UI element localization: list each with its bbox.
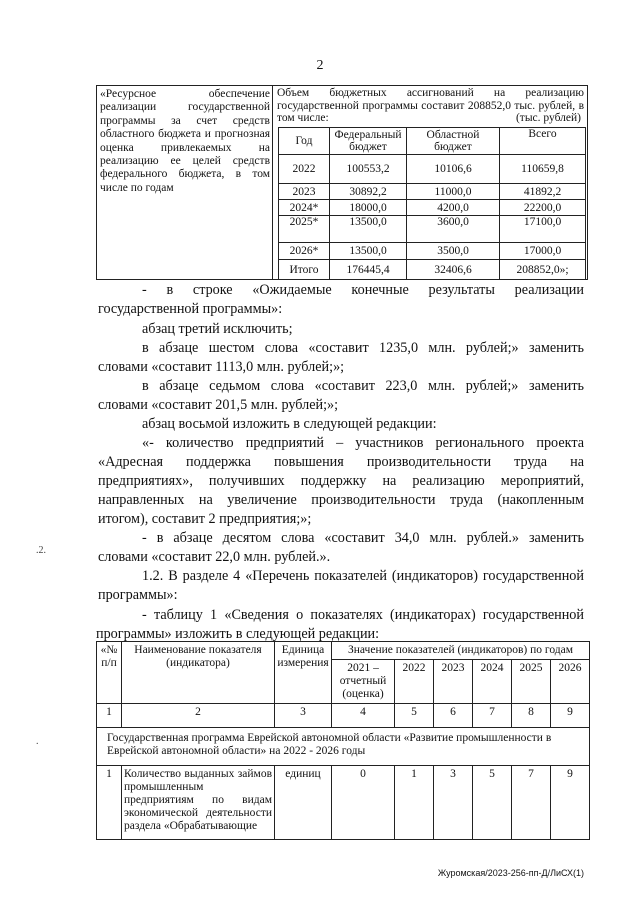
ind-colnum: 5 xyxy=(395,704,434,728)
paragraph: абзац третий исключить; xyxy=(142,321,293,337)
budget-cell: 2025* xyxy=(279,216,330,243)
budget-total-row xyxy=(279,260,586,280)
ind-colnum: 7 xyxy=(472,704,511,728)
budget-cell: 10106,6 xyxy=(407,155,500,184)
ind-h-values: Значение показателей (индикаторов) по годам xyxy=(332,642,590,660)
ind-year: 2023 xyxy=(433,660,472,704)
paragraph: в абзаце шестом слова «составит 1235,0 млн. рублей;» заменить xyxy=(142,340,584,356)
ind-colnum: 3 xyxy=(275,704,332,728)
ind-h-name: Наименование показателя (индикатора) xyxy=(122,642,275,704)
margin-mark: . xyxy=(36,736,39,747)
budget-cell: 17000,0 xyxy=(500,243,586,260)
budget-cell: 3600,0 xyxy=(407,216,500,243)
budget-cell: 30892,2 xyxy=(330,184,407,200)
paragraph: в абзаце седьмом слова «составит 223,0 млн. рублей;» заменить xyxy=(142,378,584,394)
budget-cell: 22200,0 xyxy=(500,200,586,216)
budget-cell: 11000,0 xyxy=(407,184,500,200)
ind-program-row xyxy=(97,728,590,766)
budget-cell: 4200,0 xyxy=(407,200,500,216)
indicators-grid xyxy=(96,641,590,840)
paragraph: государственной программы»: xyxy=(98,301,283,317)
resource-content xyxy=(274,86,587,279)
budget-cell: Итого xyxy=(279,260,330,280)
budget-cell: 17100,0 xyxy=(500,216,586,243)
margin-mark: .2. xyxy=(36,545,46,556)
budget-cell: 2022 xyxy=(279,155,330,184)
ind-year: 2024 xyxy=(472,660,511,704)
ind-row-value: 5 xyxy=(472,766,511,840)
ind-data-row xyxy=(97,766,590,840)
page-number: 2 xyxy=(316,58,324,73)
budget-cell: 208852,0»; xyxy=(500,260,586,280)
budget-cell: 100553,2 xyxy=(330,155,407,184)
paragraph: направленных на увеличение производительности труда (накопленным xyxy=(98,492,584,508)
resource-unit: (тыс. рублей) xyxy=(515,112,581,124)
budget-cell: 32406,6 xyxy=(407,260,500,280)
budget-col-total: Всего xyxy=(500,128,586,155)
paragraph: абзац восьмой изложить в следующей редакции: xyxy=(142,416,437,432)
budget-col-federal: Федеральный бюджет xyxy=(330,128,407,155)
budget-cell: 18000,0 xyxy=(330,200,407,216)
paragraph: словами «составит 1113,0 млн. рублей;»; xyxy=(98,359,345,375)
ind-row-value: 1 xyxy=(395,766,434,840)
paragraph: - в абзаце десятом слова «составит 34,0 млн. рублей.» заменить xyxy=(142,530,584,546)
ind-h-unit: Единица измерения xyxy=(275,642,332,704)
ind-row-value: 7 xyxy=(511,766,550,840)
paragraph: программы»: xyxy=(98,587,178,603)
budget-cell: 110659,8 xyxy=(500,155,586,184)
ind-row-num: 1 xyxy=(97,766,122,840)
ind-colnum-row xyxy=(97,704,590,728)
ind-row-value: 0 xyxy=(332,766,395,840)
ind-row-value: 3 xyxy=(433,766,472,840)
budget-cell: 3500,0 xyxy=(407,243,500,260)
budget-row xyxy=(279,184,586,200)
footer-code: Журомская/2023-256-пп-Д/ЛиСХ(1) xyxy=(437,868,584,878)
ind-colnum: 6 xyxy=(433,704,472,728)
budget-cell: 13500,0 xyxy=(330,216,407,243)
budget-cell: 2023 xyxy=(279,184,330,200)
program-title: Государственная программа Еврейской автономной области «Развитие промышленности в Еврейской автономной области» на 2022 - 2026 годы xyxy=(97,728,590,766)
paragraph: 1.2. В разделе 4 «Перечень показателей (индикаторов) государственной xyxy=(142,568,584,584)
paragraph: «- количество предприятий – участников регионального проекта xyxy=(142,435,584,451)
budget-cell: 176445,4 xyxy=(330,260,407,280)
paragraph: - таблицу 1 «Сведения о показателях (индикаторах) государственной xyxy=(142,607,584,623)
budget-row xyxy=(279,216,586,243)
budget-col-year: Год xyxy=(279,128,330,155)
budget-header-row xyxy=(279,128,586,155)
ind-year: 2025 xyxy=(511,660,550,704)
ind-year: 2021 – отчетный (оценка) xyxy=(332,660,395,704)
paragraph: предприятиях», получивших поддержку на реализацию мероприятий, xyxy=(98,473,584,489)
budget-cell: 13500,0 xyxy=(330,243,407,260)
ind-row-unit: единиц xyxy=(275,766,332,840)
paragraph: «Адресная поддержка повышения производительности труда на xyxy=(98,454,584,470)
budget-row xyxy=(279,200,586,216)
budget-cell: 2026* xyxy=(279,243,330,260)
ind-colnum: 1 xyxy=(97,704,122,728)
paragraph: словами «составит 201,5 млн. рублей;»; xyxy=(98,397,339,413)
paragraph: - в строке «Ожидаемые конечные результаты реализации xyxy=(142,282,584,298)
paragraph: словами «составит 22,0 млн. рублей.». xyxy=(98,549,331,565)
paragraph: программы» изложить в следующей редакции: xyxy=(96,626,380,642)
ind-year: 2022 xyxy=(395,660,434,704)
ind-row-value: 9 xyxy=(550,766,589,840)
budget-row xyxy=(279,243,586,260)
budget-cell: 41892,2 xyxy=(500,184,586,200)
ind-row-name: Количество выданных займов промышленным предприятиям по видам экономической деятельности раздела «Обрабатывающие xyxy=(122,766,275,840)
ind-header-row xyxy=(97,642,590,660)
resource-label: «Ресурсное обеспечение реализации государственной программы за счет средств областного бюджета и прогнозная оценка привлекаемых на реализацию ее целей средств федерального бюджета, в том числе по годам xyxy=(97,86,273,279)
budget-table xyxy=(278,127,586,280)
ind-year: 2026 xyxy=(550,660,589,704)
ind-colnum: 8 xyxy=(511,704,550,728)
ind-h-num: «№ п/п xyxy=(97,642,122,704)
paragraph: итогом), составит 2 предприятия;»; xyxy=(98,511,312,527)
budget-row xyxy=(279,155,586,184)
ind-colnum: 4 xyxy=(332,704,395,728)
ind-colnum: 9 xyxy=(550,704,589,728)
ind-colnum: 2 xyxy=(122,704,275,728)
budget-col-regional: Областной бюджет xyxy=(407,128,500,155)
resource-table xyxy=(96,85,588,280)
budget-cell: 2024* xyxy=(279,200,330,216)
resource-header: Объем бюджетных ассигнований на реализацию государственной программы составит 208852,0 тыс. рублей, в том числе: xyxy=(277,87,584,124)
